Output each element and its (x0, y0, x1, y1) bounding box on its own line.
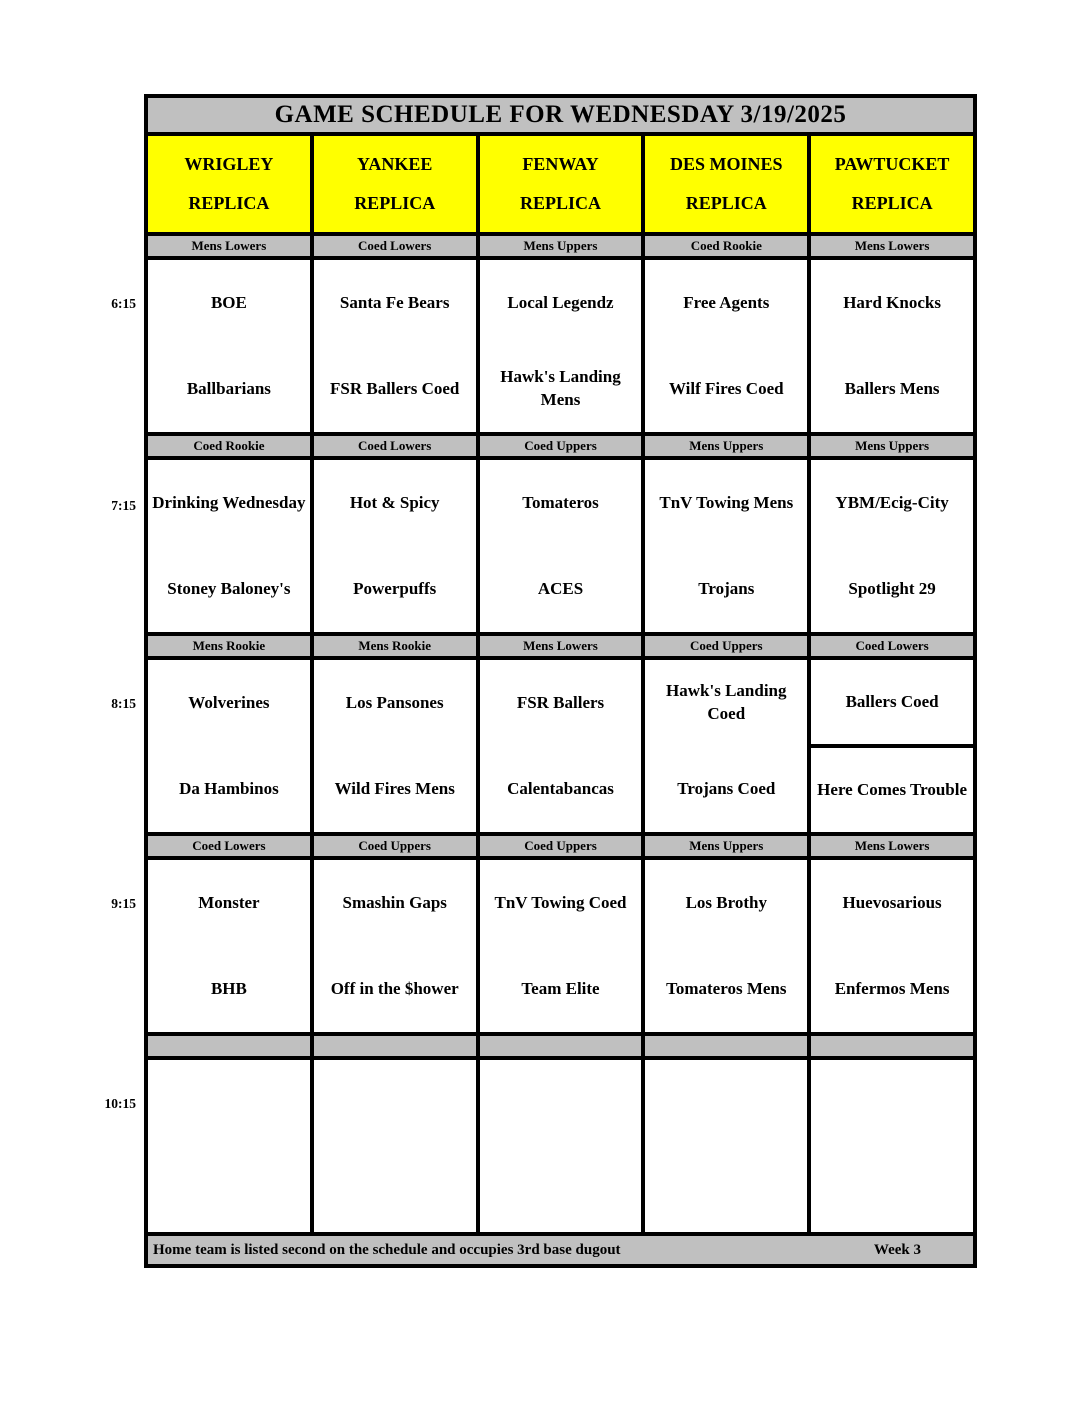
home-team: Spotlight 29 (848, 578, 936, 598)
away-team: Local Legendz (507, 292, 614, 312)
away-team: Monster (198, 892, 260, 912)
home-team: Ballers Mens (844, 378, 940, 398)
division-label: Coed Rookie (645, 236, 807, 256)
home-team: FSR Ballers Coed (330, 378, 460, 398)
division-label: Coed Rookie (148, 436, 310, 456)
game-cell (148, 260, 310, 432)
home-team: Team Elite (521, 978, 600, 998)
home-team: Da Hambinos (179, 778, 279, 798)
game-cell (148, 460, 310, 632)
field-header-wrigley (148, 136, 310, 232)
footer-bar (148, 1236, 973, 1264)
game-cell (314, 260, 476, 432)
empty-game-cell (645, 1060, 807, 1232)
away-team: Santa Fe Bears (339, 292, 450, 312)
time-label: 9:15 (111, 896, 136, 911)
empty-game-cell (480, 1060, 642, 1232)
home-team: BHB (210, 978, 247, 998)
field-name: PAWTUCKET (834, 154, 950, 174)
blank-divider-cell (811, 1036, 973, 1056)
time-label: 8:15 (111, 696, 136, 711)
schedule-table (144, 94, 977, 1268)
schedule-title: GAME SCHEDULE FOR WEDNESDAY 3/19/2025 (148, 98, 973, 132)
division-label: Coed Lowers (314, 236, 476, 256)
blank-divider-cell (314, 1036, 476, 1056)
division-label: Mens Uppers (811, 436, 973, 456)
home-team: Wild Fires Mens (334, 778, 455, 798)
field-name: WRIGLEY (184, 154, 274, 174)
game-cell (645, 660, 807, 832)
division-label: Mens Rookie (148, 636, 310, 656)
division-label: Coed Uppers (480, 836, 642, 856)
division-label: Coed Uppers (480, 436, 642, 456)
home-team: Trojans (698, 578, 755, 598)
game-cell-split (811, 660, 973, 832)
game-cell (811, 260, 973, 432)
away-team: FSR Ballers (516, 692, 605, 712)
field-type: REPLICA (685, 193, 767, 213)
blank-divider-cell (645, 1036, 807, 1056)
field-type: REPLICA (354, 193, 436, 213)
field-name: FENWAY (522, 154, 599, 174)
home-team: Off in the $hower (330, 978, 459, 998)
game-cell (148, 660, 310, 832)
blank-divider-cell (148, 1036, 310, 1056)
field-name: YANKEE (357, 154, 433, 174)
home-team: ACES (537, 578, 584, 598)
away-team: Ballers Coed (811, 660, 973, 748)
division-label: Mens Lowers (480, 636, 642, 656)
division-label: Coed Uppers (645, 636, 807, 656)
home-team: Hawk's Landing Mens (500, 367, 621, 409)
home-team: Ballbarians (186, 378, 271, 398)
field-header-fenway (480, 136, 642, 232)
field-type: REPLICA (851, 193, 933, 213)
division-label: Mens Lowers (811, 236, 973, 256)
game-cell (480, 860, 642, 1032)
empty-game-cell (314, 1060, 476, 1232)
division-label: Mens Lowers (148, 236, 310, 256)
game-cell (314, 860, 476, 1032)
home-team: Calentabancas (507, 778, 614, 798)
away-team: Smashin Gaps (342, 892, 447, 912)
game-cell (645, 260, 807, 432)
home-team: Here Comes Trouble (817, 779, 968, 799)
away-team: TnV Towing Coed (494, 892, 627, 912)
away-team: TnV Towing Mens (659, 492, 794, 512)
division-label: Mens Lowers (811, 836, 973, 856)
away-team: Free Agents (683, 292, 770, 312)
field-type: REPLICA (188, 193, 270, 213)
home-team: Tomateros Mens (666, 978, 787, 998)
empty-game-cell (148, 1060, 310, 1232)
division-label: Coed Lowers (148, 836, 310, 856)
time-label: 6:15 (111, 296, 136, 311)
away-team: Hot & Spicy (349, 492, 440, 512)
field-type: REPLICA (519, 193, 601, 213)
field-name: DES MOINES (670, 154, 783, 174)
time-label: 10:15 (104, 1096, 136, 1111)
time-label: 7:15 (111, 498, 136, 513)
division-label: Mens Rookie (314, 636, 476, 656)
week-label: Week 3 (873, 1241, 921, 1258)
away-team: Los Pansones (345, 692, 444, 712)
game-cell (314, 460, 476, 632)
field-header-yankee (314, 136, 476, 232)
home-team: Enfermos Mens (834, 978, 950, 998)
home-team: Wilf Fires Coed (668, 378, 784, 398)
game-cell (148, 860, 310, 1032)
blank-divider-cell (480, 1036, 642, 1056)
game-cell (811, 460, 973, 632)
away-team: YBM/Ecig-City (835, 492, 949, 512)
home-team: Powerpuffs (353, 578, 437, 598)
field-header-pawtucket (811, 136, 973, 232)
away-team: Drinking Wednesday (152, 492, 306, 512)
home-team: Trojans Coed (677, 778, 776, 798)
away-team: Hard Knocks (843, 292, 941, 312)
home-team: Stoney Baloney's (167, 578, 291, 598)
division-label: Coed Lowers (811, 636, 973, 656)
game-cell (480, 260, 642, 432)
division-label: Mens Uppers (645, 836, 807, 856)
division-label: Coed Lowers (314, 436, 476, 456)
game-cell (645, 860, 807, 1032)
game-cell (480, 660, 642, 832)
away-team: BOE (210, 292, 247, 312)
game-cell (314, 660, 476, 832)
away-team: Tomateros (522, 492, 599, 512)
footer-note: Home team is listed second on the schedule and occupies 3rd base dugout (153, 1241, 621, 1258)
away-team: Wolverines (188, 692, 270, 712)
division-label: Mens Uppers (645, 436, 807, 456)
game-cell (811, 860, 973, 1032)
division-label: Coed Uppers (314, 836, 476, 856)
division-label: Mens Uppers (480, 236, 642, 256)
away-team: Los Brothy (685, 892, 767, 912)
field-header-des-moines (645, 136, 807, 232)
empty-game-cell (811, 1060, 973, 1232)
away-team: Hawk's Landing Coed (666, 681, 787, 723)
away-team: Huevosarious (842, 892, 942, 912)
game-cell (480, 460, 642, 632)
game-cell (645, 460, 807, 632)
